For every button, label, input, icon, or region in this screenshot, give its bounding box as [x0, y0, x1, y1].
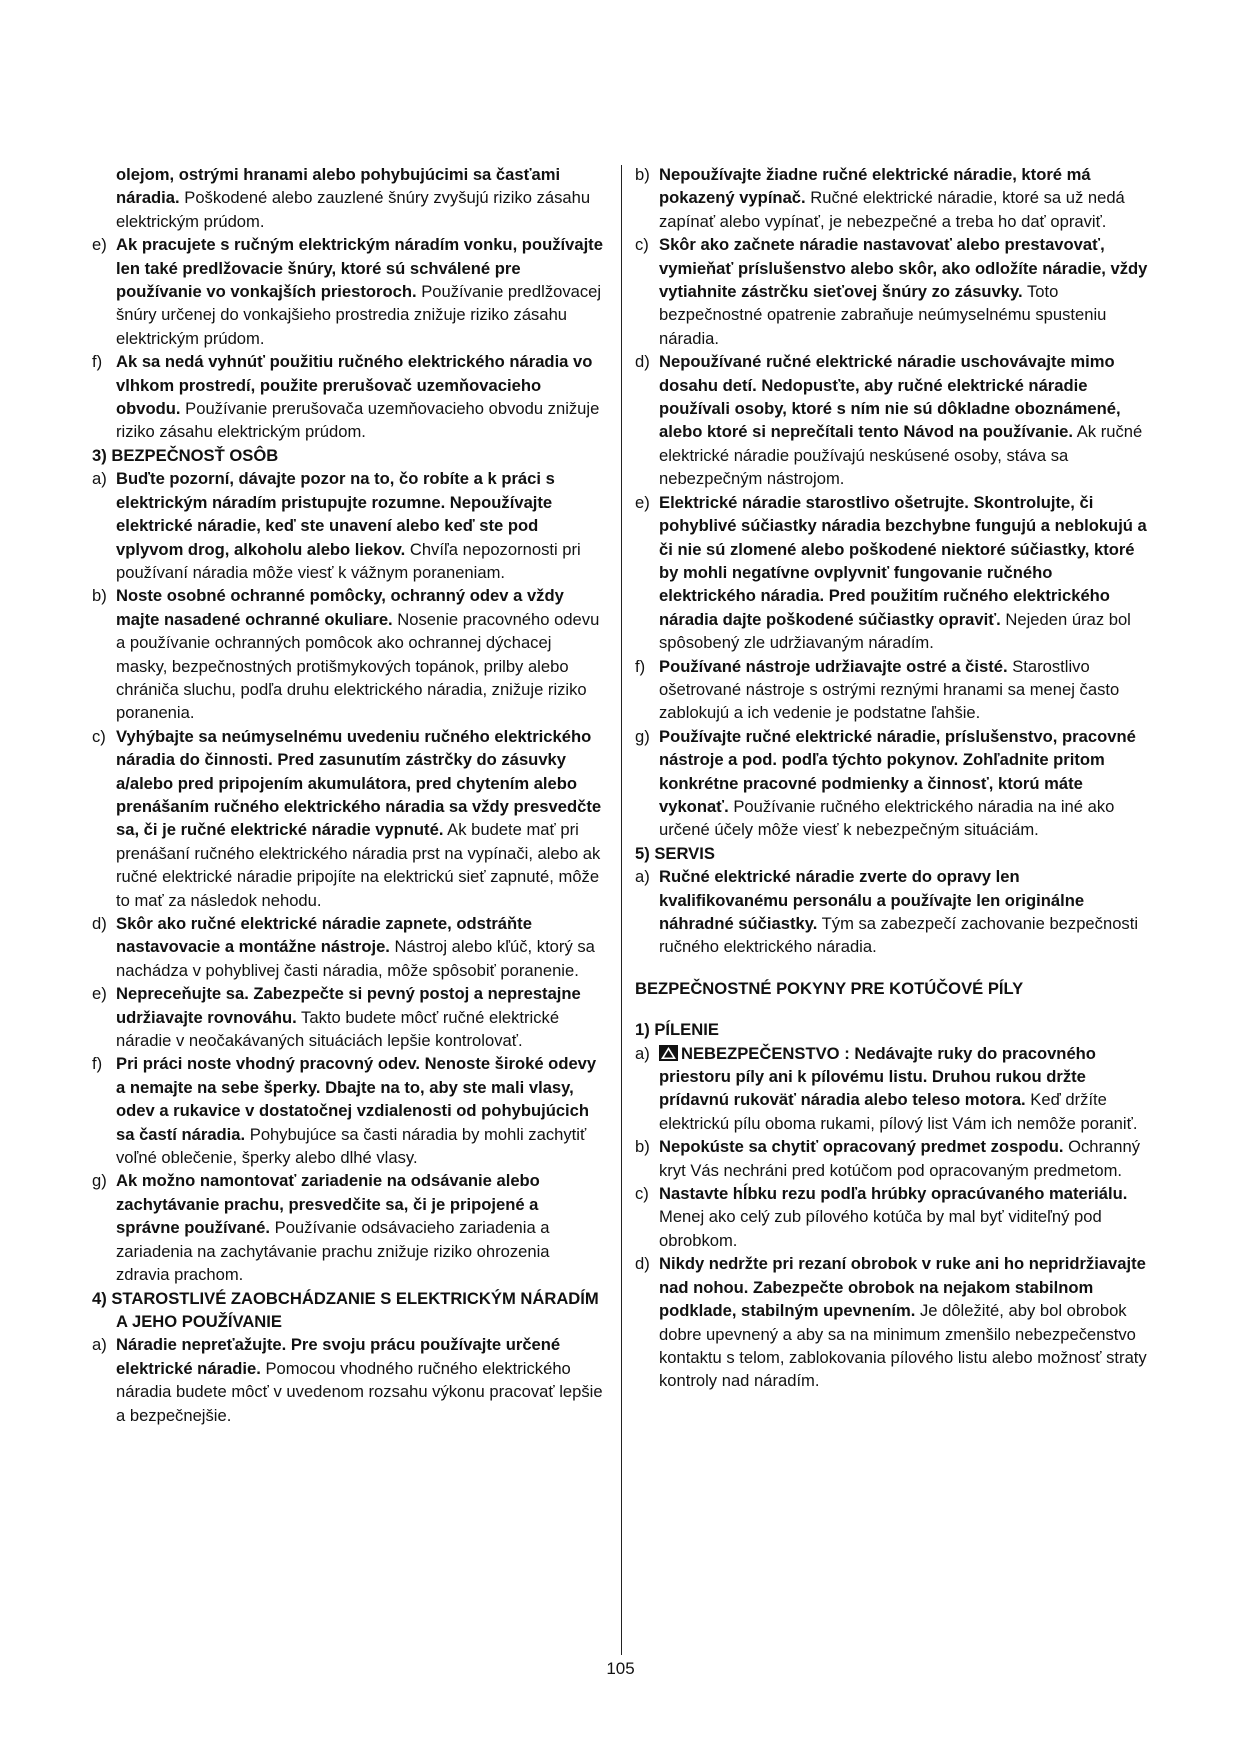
item-bold: Skôr ako začnete náradie nastavovať alebo prestavovať, vymieňať príslušenstvo alebo skôr, ako odložíte náradie, vždy vytiahnite zástrčku sieťovej šnúry zo zásuvky.	[659, 235, 1148, 302]
item-label: c)	[635, 1184, 649, 1204]
item-bold: Vyhýbajte sa neúmyselnému uvedeniu ručného elektrického náradia do činnosti. Pred zasunutím zástrčky do zásuvky a/alebo pred pripojením akumulátora, pred chytením alebo prenášaním ručného elektrického náradia sa vždy presvedčte sa, či je ručné elektrické náradie vypnuté.	[116, 726, 602, 840]
list-item	[92, 982, 605, 1052]
item-text: Používanie predlžovacej šnúry určenej do vonkajšieho prostredia znižuje riziko zásahu elektrickým prúdom.	[116, 282, 602, 348]
item-label: c)	[92, 726, 106, 746]
item-text: Je dôležité, aby bol obrobok dobre upevnený a aby sa na minimum zmenšilo nebezpečenstvo kontaktu s telom, zablokovania pílového listu alebo možnosť straty kontroly nad náradím.	[659, 1301, 1147, 1391]
list-item	[635, 163, 1150, 233]
item-text: Pohybujúce sa časti náradia by mohli zachytiť voľné oblečenie, šperky alebo dlhé vlasy.	[116, 1124, 587, 1168]
paragraph-text: Poškodené alebo zauzlené šnúry zvyšujú riziko zásahu elektrickým prúdom.	[116, 188, 591, 231]
item-bold: Nepoužívajte žiadne ručné elektrické náradie, ktoré má pokazený vypínač.	[659, 165, 1091, 208]
list-left-c	[92, 1333, 605, 1427]
paragraph-bold: olejom, ostrými hranami alebo pohybujúcimi sa časťami náradia.	[116, 165, 561, 208]
list-item	[92, 1052, 605, 1169]
item-label: g)	[635, 726, 650, 746]
section-title: BEZPEČNOSTNÉ POKYNY PRE KOTÚČOVÉ PÍLY	[635, 978, 1024, 998]
page-number: 105	[606, 1659, 635, 1678]
item-bold: Nikdy nedržte pri rezaní obrobok v ruke ani ho nepridržiavajte nad nohou. Zabezpečte obrobok na nejakom stabilnom podklade, stabilným upevnením.	[659, 1254, 1146, 1321]
list-item	[635, 1182, 1150, 1252]
item-label: e)	[635, 492, 650, 512]
item-label: d)	[635, 352, 650, 372]
item-label: a)	[92, 469, 107, 489]
left-column	[92, 163, 605, 1427]
right-column	[635, 163, 1150, 1393]
item-bold: Nastavte hĺbku rezu podľa hrúbky opracúvaného materiálu.	[659, 1184, 1128, 1204]
item-label: e)	[92, 235, 107, 255]
item-bold: NEBEZPEČENSTVO : Nedávajte ruky do pracovného priestoru píly ani k pílovému listu. Druhou rukou držte prídavnú rukoväť náradia alebo teleso motora.	[659, 1043, 1096, 1110]
item-label: f)	[92, 352, 103, 372]
item-label: d)	[635, 1254, 650, 1274]
item-bold: Ak pracujete s ručným elektrickým náradím vonku, používajte len také predlžovacie šnúry, ktoré sú schválené pre používanie vo vonkajších priestoroch.	[116, 235, 603, 302]
item-text: Nosenie pracovného odevu a používanie ochranných pomôcok ako ochrannej dýchacej masky, bezpečnostných protišmykových topánok, prilby alebo chrániča sluchu, podľa druhu elektrického náradia, znižuje riziko poranenia.	[116, 609, 600, 723]
item-bold: Náradie nepreťažujte. Pre svoju prácu používajte určené elektrické náradie.	[116, 1335, 561, 1378]
list-item	[635, 725, 1150, 842]
item-label: b)	[92, 586, 107, 606]
item-label: a)	[92, 1335, 107, 1355]
list-right-c	[635, 1135, 1150, 1392]
list-item-warning	[635, 1042, 1150, 1136]
item-bold: Elektrické náradie starostlivo ošetrujte. Skontrolujte, či pohyblivé súčiastky náradia bezchybne fungujú a neblokujú a či nie sú zlomené alebo poškodené niektoré súčiastky, ktoré by mohli negatívne ovplyvniť fungovanie ručného elektrického náradia. Pred použitím ručného elektrického náradia dajte poškodené súčiastky opraviť.	[659, 492, 1147, 629]
list-item	[92, 467, 605, 584]
list-right-b	[635, 865, 1150, 959]
item-bold: Používané nástroje udržiavajte ostré a čisté.	[659, 656, 1008, 676]
list-item	[92, 1333, 605, 1427]
column-divider	[621, 165, 622, 1655]
heading-4: 4) STAROSTLIVÉ ZAOBCHÁDZANIE S ELEKTRICKÝM NÁRADÍM A JEHO POUŽÍVANIE	[92, 1288, 599, 1331]
item-bold: Ručné elektrické náradie zverte do opravy len kvalifikovanému personálu a používajte len originálne náhradné súčiastky.	[659, 867, 1085, 933]
item-bold: Nepreceňujte sa. Zabezpečte si pevný postoj a neprestajne udržiavajte rovnováhu.	[116, 984, 581, 1027]
item-text: Chvíľa nepozornosti pri používaní náradia môže viesť k vážnym poraneniam.	[116, 539, 581, 582]
list-item	[635, 1135, 1150, 1182]
item-bold: Ak sa nedá vyhnúť použitiu ručného elektrického náradia vo vlhkom prostredí, použite prerušovač uzemňovacieho obvodu.	[116, 352, 593, 419]
item-text: Používanie odsávacieho zariadenia a zariadenia na zachytávanie prachu znižuje riziko ohrozenia zdravia prachom.	[116, 1218, 550, 1285]
item-bold: Skôr ako ručné elektrické náradie zapnete, odstráňte nastavovacie a montážne nástroje.	[116, 914, 532, 957]
item-label: a)	[635, 1043, 650, 1063]
item-bold: Používajte ručné elektrické náradie, príslušenstvo, pracovné nástroje a pod. podľa týchto pokynov. Zohľadnite pritom konkrétne pracovné podmienky a činnosť, ktorú máte vykonať.	[659, 726, 1136, 816]
item-label: f)	[92, 1054, 103, 1074]
item-label: d)	[92, 914, 107, 933]
list-item	[92, 350, 605, 444]
list-item	[635, 233, 1150, 350]
item-text: Toto bezpečnostné opatrenie zabraňuje neúmyselnému spusteniu náradia.	[659, 282, 1107, 348]
item-text: Nejeden úraz bol spôsobený zle udržiavaným náradím.	[659, 609, 1131, 653]
item-label: f)	[635, 656, 646, 676]
item-text: Pomocou vhodného ručného elektrického náradia budete môcť v uvedenom rozsahu výkonu pracovať lepšie a bezpečnejšie.	[116, 1358, 603, 1425]
continuation-paragraph	[92, 163, 605, 233]
item-label: e)	[92, 984, 107, 1004]
item-text: Ručné elektrické náradie, ktoré sa už nedá zapínať alebo vypínať, je nebezpečné a treba ho dať opraviť.	[659, 188, 1125, 231]
heading-1: 1) PÍLENIE	[635, 1020, 719, 1040]
item-bold: Nepokúste sa chytiť opracovaný predmet zospodu.	[659, 1137, 1064, 1157]
list-item	[635, 655, 1150, 725]
item-bold: Noste osobné ochranné pomôcky, ochranný odev a vždy majte nasadené ochranné okuliare.	[116, 586, 564, 629]
item-bold: Buďte pozorní, dávajte pozor na to, čo robíte a k práci s elektrickým náradím pristupujte rozumne. Nepoužívajte elektrické náradie, keď ste unavení alebo keď ste pod vplyvom drog, alkoholu alebo liekov.	[116, 469, 555, 559]
heading-5: 5) SERVIS	[635, 843, 715, 863]
list-item	[635, 865, 1150, 959]
item-text: Ak ručné elektrické náradie používajú neskúsené osoby, stáva sa nebezpečným nástrojom.	[659, 422, 1143, 489]
list-item	[635, 1252, 1150, 1392]
item-bold: Ak možno namontovať zariadenie na odsávanie alebo zachytávanie prachu, presvedčite sa, či je pripojené a správne používané.	[116, 1171, 540, 1238]
list-item	[92, 912, 605, 982]
item-bold: Nepoužívané ručné elektrické náradie uschovávajte mimo dosahu detí. Nedopusťte, aby ručné elektrické náradie používali osoby, ktoré s ním nie sú dôkladne oboznámené, alebo ktoré si neprečítali tento Návod na používanie.	[659, 352, 1121, 442]
list-left-b	[92, 467, 605, 1286]
item-text: Starostlivo ošetrované nástroje s ostrými reznými hranami sa menej často zablokujú a ich vedenie je podstatne ľahšie.	[659, 656, 1120, 723]
item-label: c)	[635, 235, 649, 255]
heading-3: 3) BEZPEČNOSŤ OSÔB	[92, 445, 279, 465]
list-item	[92, 1169, 605, 1286]
item-text: Používanie ručného elektrického náradia na iné ako určené účely môže viesť k nebezpečným situáciám.	[659, 796, 1115, 840]
warning-icon	[659, 1045, 678, 1061]
list-right-a	[635, 163, 1150, 842]
item-text: Nástroj alebo kľúč, ktorý sa nachádza v pohyblivej časti náradia, môže spôsobiť poranenie.	[116, 937, 595, 980]
item-text: Tým sa zabezpečí zachovanie bezpečnosti ručného elektrického náradia.	[659, 914, 1139, 957]
list-item	[92, 584, 605, 724]
spacer	[635, 1000, 1150, 1018]
list-item	[92, 233, 605, 350]
spacer	[635, 959, 1150, 977]
item-bold: Pri práci noste vhodný pracovný odev. Nenoste široké odevy a nemajte na sebe šperky. Dbajte na to, aby ste mali vlasy, odev a rukavice v dostatočnej vzdialenosti od pohybujúcich sa častí náradia.	[116, 1054, 597, 1144]
item-text: Menej ako celý zub pílového kotúča by mal byť viditeľný pod obrobkom.	[659, 1207, 1102, 1250]
list-item	[635, 350, 1150, 490]
item-text: Ochranný kryt Vás nechráni pred kotúčom pod opracovaným predmetom.	[659, 1137, 1141, 1180]
list-item	[635, 491, 1150, 655]
item-label: b)	[635, 165, 650, 184]
item-text: Ak budete mať pri prenášaní ručného elektrického náradia prst na vypínači, alebo ak ručné elektrické náradie pripojíte na elektrickú sieť zapnuté, môže to mať za následok nehodu.	[116, 820, 601, 910]
item-text: Keď držíte elektrickú pílu oboma rukami, pílový list Vám ich nemôže poraniť.	[659, 1090, 1138, 1133]
list-left-a	[92, 233, 605, 444]
item-label: g)	[92, 1171, 107, 1191]
item-text: Takto budete môcť ručné elektrické náradie v neočakávaných situáciách lepšie kontrolovať.	[116, 1007, 560, 1051]
item-label: a)	[635, 867, 650, 887]
item-text: Používanie prerušovača uzemňovacieho obvodu znižuje riziko zásahu elektrickým prúdom.	[116, 399, 600, 442]
list-item	[92, 725, 605, 912]
item-label: b)	[635, 1137, 650, 1157]
